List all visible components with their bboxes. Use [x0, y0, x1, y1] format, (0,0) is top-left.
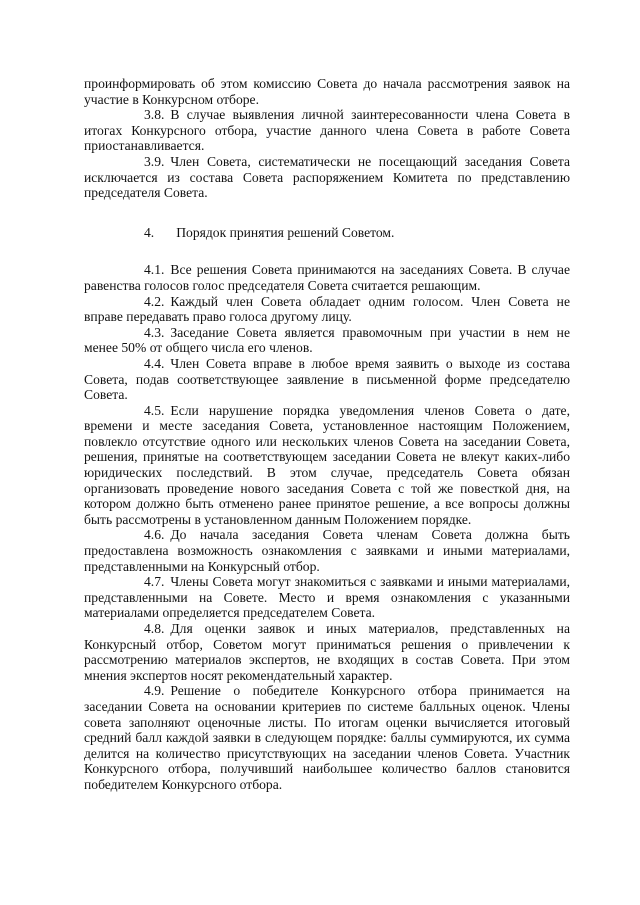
clause-number: 4.3.	[144, 324, 165, 340]
clause-number: 4.8.	[144, 621, 165, 636]
clause-text: Решение о победителе Конкурсного отбора принимается на заседании Совета на основании критериев по системе балльных оценок. Члены совета заполняют оценочные листы. По итогам оценки вычисляется итоговый средний балл каждой заявки в следующем порядке: баллы суммируются, их сумма делится на количество присутствующих на заседании членов Совета. Участник Конкурсного отбора, получивший наибольшее количество баллов становится победителем Конкурсного отбора.	[84, 683, 570, 792]
clause-text: Если нарушение порядка уведомления членов Совета о дате, времени и месте заседания Совета, установленное настоящим Положением, повлекло отсутствие одного или нескольких членов Совета на заседании Совета, решения, принятые на соответствующем заседании Совета не влекут каких-либо юридических последствий. В этом случае, председатель Совета обязан организовать проведение нового заседания Совета с той же повесткой дня, на котором должно быть отменено ранее принятое решение, а все вопросы должны быть рассмотрены в установленном данным Положением порядке.	[84, 402, 570, 527]
clause-text: Заседание Совета является правомочным при участии в нем не менее 50% от общего числа его членов.	[84, 324, 570, 356]
document-page	[84, 76, 570, 793]
clause-4-2	[84, 294, 570, 325]
clause-number: 4.5.	[144, 402, 165, 418]
clause-text: Все решения Совета принимаются на заседаниях Совета. В случае равенства голосов голос председателя Совета считается решающим.	[84, 262, 570, 293]
section-title: Порядок принятия решений Советом.	[176, 224, 395, 240]
clause-4-5	[84, 403, 570, 528]
clause-4-3	[84, 325, 570, 356]
intro-paragraph: проинформировать об этом комиссию Совета до начала рассмотрения заявок на участие в Конкурсном отборе.	[84, 76, 570, 107]
clause-number: 4.4.	[144, 355, 165, 371]
clause-4-8	[84, 621, 570, 683]
section-4-heading	[84, 225, 570, 241]
clause-number: 3.9.	[144, 153, 165, 169]
clause-3-8	[84, 107, 570, 154]
clause-text: Каждый член Совета обладает одним голосом. Член Совета не вправе передавать право голоса другому лицу.	[84, 293, 570, 325]
clause-number: 4.9.	[144, 683, 165, 699]
clause-number: 4.1.	[144, 262, 165, 278]
clause-4-1	[84, 262, 570, 293]
clause-text: До начала заседания Совета членам Совета должна быть предоставлена возможность ознакомления с заявками и иными материалами, представленными на Конкурсный отбор.	[84, 527, 570, 574]
clause-text: Для оценки заявок и иных материалов, представленных на Конкурсный отбор, Советом могут приниматься решения о привлечении к рассмотрению материалов экспертов, не входящих в состав Совета. При этом мнения экспертов носят рекомендательный характер.	[84, 621, 570, 683]
section-number: 4.	[144, 224, 155, 240]
clause-number: 4.2.	[144, 293, 165, 309]
clause-4-4	[84, 356, 570, 403]
clause-4-6	[84, 527, 570, 574]
clause-4-7	[84, 574, 570, 621]
clause-text: В случае выявления личной заинтересованности члена Совета в итогах Конкурсного отбора, участие данного члена Совета в работе Совета приостанавливается.	[84, 107, 570, 154]
clause-number: 4.7.	[144, 574, 165, 590]
clause-number: 4.6.	[144, 527, 165, 543]
clause-4-9	[84, 683, 570, 792]
clause-text: Члены Совета могут знакомиться с заявками и иными материалами, представленными на Совете. Место и время ознакомления с указанными материалами определяется председателем Совета.	[84, 574, 570, 621]
clause-number: 3.8.	[144, 107, 165, 123]
clause-3-9	[84, 154, 570, 201]
clause-text: Член Совета вправе в любое время заявить о выходе из состава Совета, подав соответствующее заявление в письменной форме председателю Совета.	[84, 355, 570, 403]
clause-text: Член Совета, систематически не посещающий заседания Совета исключается из состава Совета распоряжением Комитета по представлению председателя Совета.	[84, 153, 570, 201]
